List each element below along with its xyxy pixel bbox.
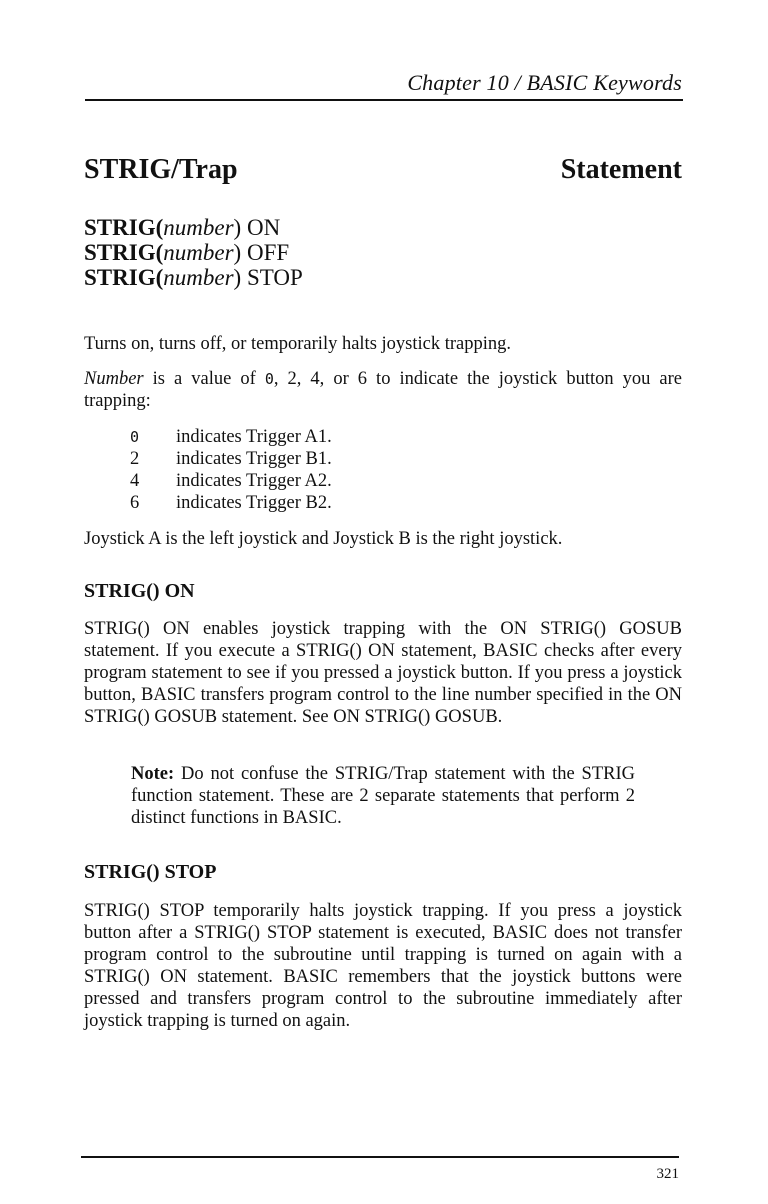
syntax-close: ) [233, 240, 242, 265]
value-number: 0 [130, 428, 140, 446]
joystick-note: Joystick A is the left joystick and Joystick B is the right joystick. [84, 529, 563, 549]
list-item [130, 448, 332, 470]
value-text: indicates Trigger B2. [176, 493, 332, 513]
value-text: indicates Trigger A1. [176, 427, 332, 447]
value-number: 6 [130, 493, 140, 513]
description: Turns on, turns off, or temporarily halts joystick trapping. [84, 334, 512, 354]
footer-rule [81, 1156, 679, 1158]
syntax-keyword: STRIG( [84, 265, 164, 290]
syntax-keyword: STRIG( [84, 215, 164, 240]
value-list [130, 426, 332, 514]
section-heading-on: STRIG() ON [84, 580, 195, 602]
syntax-mode: OFF [246, 240, 290, 265]
section-heading-stop: STRIG() STOP [84, 861, 217, 883]
entry-type: Statement [560, 154, 682, 185]
section-text-on: STRIG() ON enables joystick trapping with the ON STRIG() GOSUB statement. If you execute a STRIG() ON statement, BASIC checks after every program statement to see if you pressed a joystick button. If you press a joystick button, BASIC transfers program control to the line number specified in the ON STRIG() GOSUB statement. See ON STRIG() GOSUB. [84, 619, 682, 727]
page-number: 321 [656, 1166, 679, 1182]
note-label: Note: [131, 764, 175, 784]
number-term: Number [84, 369, 144, 389]
note-block [131, 763, 635, 829]
section-text-stop: STRIG() STOP temporarily halts joystick trapping. If you press a joystick button after a STRIG() STOP statement is executed, BASIC does not transfer program control to the subroutine until trapping is turned on again with a STRIG() ON statement. BASIC remembers that the joystick buttons were pressed and transfers program control to the subroutine immediately after joystick trapping is turned on again. [84, 901, 682, 1031]
list-item [130, 492, 332, 514]
syntax-line [84, 265, 303, 290]
number-zero: 0 [264, 370, 274, 388]
list-item [130, 470, 332, 492]
syntax-line [84, 215, 303, 240]
syntax-mode: ON [246, 215, 281, 240]
syntax-block [84, 215, 303, 290]
entry-title: STRIG/Trap [84, 154, 238, 185]
syntax-close: ) [233, 265, 242, 290]
syntax-keyword: STRIG( [84, 240, 164, 265]
syntax-mode: STOP [246, 265, 303, 290]
value-number: 4 [130, 471, 140, 491]
value-text: indicates Trigger A2. [176, 471, 332, 491]
syntax-arg: number [163, 240, 234, 265]
number-paragraph [84, 368, 682, 412]
header-rule [85, 99, 683, 101]
syntax-close: ) [233, 215, 242, 240]
note-text: Do not confuse the STRIG/Trap statement with the STRIG function statement. These are 2 separate statements that perform 2 distinct functions in BASIC. [131, 764, 635, 828]
syntax-line [84, 240, 303, 265]
value-number: 2 [130, 449, 140, 469]
number-text-after: , 2, 4, or 6 to indicate the joystick button you are trapping: [84, 369, 682, 411]
running-head: Chapter 10 / BASIC Keywords [407, 70, 682, 95]
syntax-arg: number [163, 265, 234, 290]
number-text-before: is a value of [143, 369, 265, 389]
list-item [130, 426, 332, 448]
value-text: indicates Trigger B1. [176, 449, 332, 469]
syntax-arg: number [163, 215, 234, 240]
